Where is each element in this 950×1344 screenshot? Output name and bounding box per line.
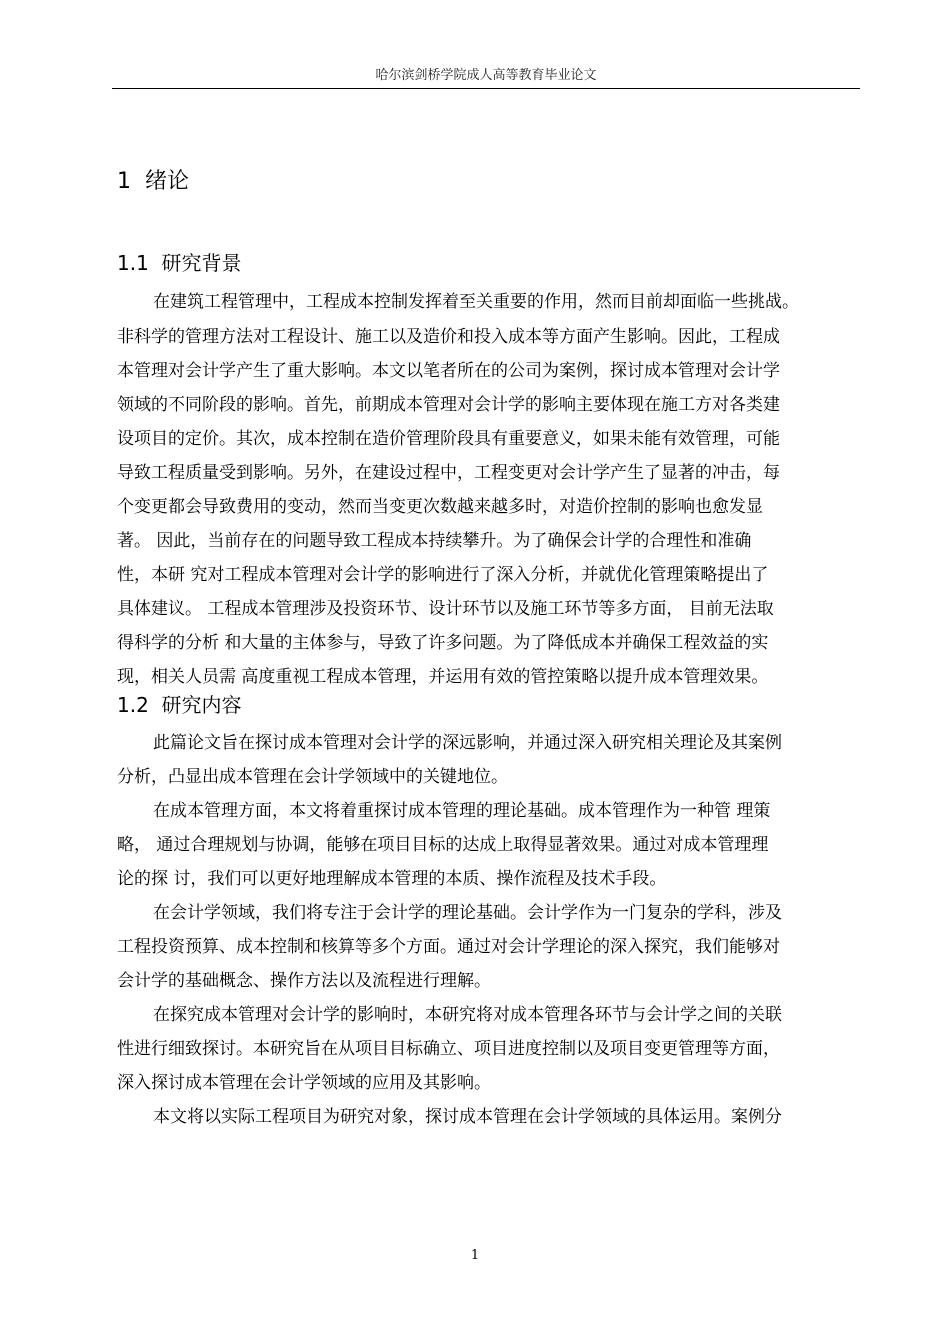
- paragraph-line: 设项目的定价。其次，成本控制在造价管理阶段具有重要意义，如果未能有效管理，可能: [117, 429, 780, 449]
- paragraph-line: 会计学的基础概念、操作方法以及流程进行理解。: [117, 971, 491, 991]
- section-title: 研究背景: [161, 251, 242, 275]
- paragraph-line: 深入探讨成本管理在会计学领域的应用及其影响。: [117, 1073, 491, 1093]
- paragraph-line: 非科学的管理方法对工程设计、施工以及造价和投入成本等方面产生影响。因此，工程成: [117, 327, 780, 347]
- running-header: 哈尔滨剑桥学院成人高等教育毕业论文: [375, 68, 597, 83]
- paragraph-line: 得科学的分析 和大量的主体参与，导致了许多问题。为了降低成本并确保工程效益的实: [117, 633, 769, 653]
- paragraph-line: 领域的不同阶段的影响。首先，前期成本管理对会计学的影响主要体现在施工方对各类建: [117, 395, 780, 415]
- paragraph-line: 在建筑工程管理中，工程成本控制发挥着至关重要的作用，然而目前却面临一些挑战。: [153, 292, 799, 312]
- paragraph-line: 在会计学领域，我们将专注于会计学的理论基础。会计学作为一门复杂的学科，涉及: [153, 903, 782, 923]
- header-rule: [112, 88, 860, 89]
- chapter-number: 1: [117, 169, 131, 194]
- paragraph-line: 在探究成本管理对会计学的影响时，本研究将对成本管理各环节与会计学之间的关联: [153, 1005, 782, 1025]
- section-heading-background: [117, 247, 242, 276]
- paragraph-line: 性进行细致探讨。本研究旨在从项目目标确立、项目进度控制以及项目变更管理等方面，: [117, 1039, 780, 1059]
- paragraph-line: 性，本研 究对工程成本管理对会计学的影响进行了深入分析，并就优化管理策略提出了: [117, 565, 769, 585]
- paragraph-line: 工程投资预算、成本控制和核算等多个方面。通过对会计学理论的深入探究，我们能够对: [117, 937, 780, 957]
- paragraph-line: 导致工程质量受到影响。另外，在建设过程中，工程变更对会计学产生了显著的冲击，每: [117, 463, 780, 483]
- paragraph-line: 论的探 讨，我们可以更好地理解成本管理的本质、操作流程及技术手段。: [117, 869, 667, 889]
- section-title: 研究内容: [161, 693, 242, 717]
- paragraph-line: 现，相关人员需 高度重视工程成本管理，并运用有效的管控策略以提升成本管理效果。: [117, 667, 769, 687]
- page-number: 1: [470, 1248, 480, 1263]
- paragraph-line: 在成本管理方面，本文将着重探讨成本管理的理论基础。成本管理作为一种管 理策: [153, 801, 771, 821]
- paragraph-line: 本文将以实际工程项目为研究对象，探讨成本管理在会计学领域的具体运用。案例分: [153, 1107, 782, 1127]
- section-number: 1.1: [117, 251, 149, 275]
- section-number: 1.2: [117, 693, 149, 717]
- chapter-heading: [117, 164, 189, 195]
- section-heading-content: [117, 689, 242, 718]
- paragraph-line: 个变更都会导致费用的变动，然而当变更次数越来越多时，对造价控制的影响也愈发显: [117, 497, 763, 517]
- paragraph-line: 此篇论文旨在探讨成本管理对会计学的深远影响，并通过深入研究相关理论及其案例: [153, 733, 782, 753]
- chapter-title: 绪论: [145, 169, 190, 194]
- paragraph-line: 具体建议。 工程成本管理涉及投资环节、设计环节以及施工环节等多方面， 目前无法取: [117, 599, 774, 619]
- paragraph-line: 分析，凸显出成本管理在会计学领域中的关键地位。: [117, 767, 508, 787]
- paragraph-line: 著。 因此，当前存在的问题导致工程成本持续攀升。为了确保会计学的合理性和准确: [117, 531, 752, 551]
- paragraph-line: 略， 通过合理规划与协调，能够在项目目标的达成上取得显著效果。通过对成本管理理: [117, 835, 769, 855]
- paragraph-line: 本管理对会计学产生了重大影响。本文以笔者所在的公司为案例，探讨成本管理对会计学: [117, 361, 780, 381]
